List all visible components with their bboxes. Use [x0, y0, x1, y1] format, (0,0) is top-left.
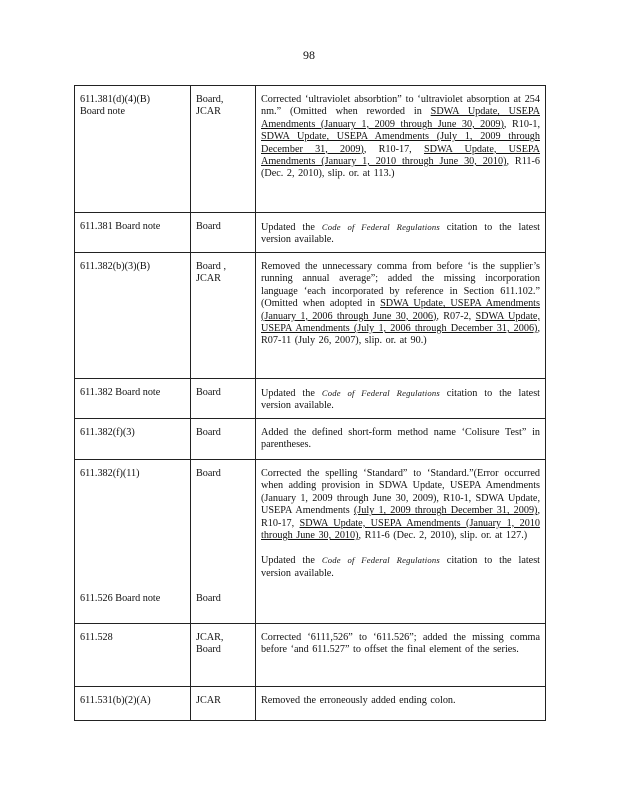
citation-underlined: SDWA Update, USEPA Amendments (July 1, 2009 through December 31, 2009) — [261, 131, 540, 155]
section-cell: 611.381(d)(4)(B) Board note — [75, 86, 191, 213]
description-text: Corrected ‘6111,526” to ‘611.526”; added the missing comma before ‘and 611.527” to offset the final element of the series. — [261, 632, 540, 656]
source-cell: JCAR, Board — [191, 624, 256, 687]
section-cell: 611.528 — [75, 624, 191, 687]
description-text: , R10-17, — [261, 505, 540, 529]
description-text: , R07-11 (July 26, 2007), slip. or. at 90.) — [261, 323, 540, 347]
table-row — [75, 213, 546, 253]
description-cell — [256, 460, 546, 624]
description-text: , R07-2, — [436, 310, 476, 322]
source-cell: Board, JCAR — [191, 86, 256, 213]
section-cell: 611.381 Board note — [75, 213, 191, 253]
description-cell — [256, 687, 546, 721]
description-text: Updated the — [261, 222, 322, 233]
citation-underlined: SDWA Update, USEPA Amendments (January 1, 2006 through June 30, 2006) — [261, 298, 540, 322]
table-row — [75, 687, 546, 721]
section-cell: 611.382(f)(3) — [75, 419, 191, 460]
section-cell: 611.531(b)(2)(A) — [75, 687, 191, 721]
cfr-title: Code of Federal Regulations — [321, 222, 440, 232]
description-text: Updated the — [261, 555, 322, 567]
description-cell — [256, 419, 546, 460]
table-row — [75, 419, 546, 460]
source-cell: Board — [191, 213, 256, 253]
description-text: , R10-17, — [363, 143, 424, 155]
description-text: citation to the latest version available. — [261, 222, 540, 246]
section-cell — [75, 460, 191, 624]
cfr-title: Code of Federal Regulations — [321, 388, 440, 398]
description-text: citation to the latest version available. — [261, 555, 540, 579]
citation-underlined: (July 1, 2009 through December 31, 2009) — [353, 505, 538, 517]
description-text: Corrected the spelling ‘Standard” to ‘Standard.”(Error occurred when adding provision in SDWA Update, USEPA Amendments (January 1, 2009 through June 30, 2009), R10-1, SDWA Update, USEPA Amendments — [261, 468, 540, 517]
citation-underlined: SDWA Update, USEPA Amendments (January 1, 2010 through June 30, 2010) — [261, 517, 541, 542]
citation-underlined: SDWA Update, USEPA Amendments (July 1, 2006 through December 31, 2006) — [261, 310, 540, 335]
section-cell: 611.382 Board note — [75, 379, 191, 419]
table-row — [75, 460, 546, 624]
page-number: 98 — [303, 48, 315, 62]
source-cell: Board — [191, 419, 256, 460]
section-cell: 611.382(b)(3)(B) — [75, 253, 191, 379]
description-text: Updated the — [261, 388, 322, 399]
source-cell: Board , JCAR — [191, 253, 256, 379]
changes-table — [74, 85, 546, 721]
cfr-title: Code of Federal Regulations — [321, 555, 440, 566]
source-cell — [191, 460, 256, 624]
description-text: , R10-1, — [503, 118, 540, 130]
citation-underlined: SDWA Update, USEPA Amendments (January 1, 2010 through June 30, 2010) — [261, 143, 541, 168]
description-text: , R11-6 (Dec. 2, 2010), slip. or. at 127.) — [358, 530, 528, 542]
source-label: Board — [196, 468, 221, 479]
description-cell — [256, 86, 546, 213]
description-cell — [256, 624, 546, 687]
description-cell — [256, 213, 546, 253]
source-label: Board — [196, 593, 221, 605]
description-text: Corrected ‘ultraviolet absorbtion” to ‘ultraviolet absorption at 254 nm.” (Omitted when reworded in — [261, 94, 540, 118]
citation-underlined: SDWA Update, USEPA Amendments (January 1, 2009 through June 30, 2009) — [261, 106, 540, 130]
description-cell — [256, 253, 546, 379]
section-label: 611.382(f)(11) — [80, 468, 140, 479]
table-row — [75, 624, 546, 687]
source-cell: JCAR — [191, 687, 256, 721]
description-text: Removed the erroneously added ending colon. — [261, 695, 456, 706]
source-cell: Board — [191, 379, 256, 419]
description-cell — [256, 379, 546, 419]
table-row — [75, 253, 546, 379]
table-row — [75, 379, 546, 419]
description-text: citation to the latest version available. — [261, 388, 540, 412]
table-row — [75, 86, 546, 213]
description-text: Added the defined short-form method name ‘Colisure Test” in parentheses. — [261, 427, 540, 451]
section-label: 611.526 Board note — [80, 593, 161, 605]
description-text: , R11-6 (Dec. 2, 2010), slip. or. at 113.) — [261, 156, 540, 180]
description-text: Removed the unnecessary comma from before ‘is the supplier’s running annual average”; added the missing incorporation language ‘each incorporated by reference in Section 611.102.” (Omitted when adopted in — [261, 261, 540, 310]
